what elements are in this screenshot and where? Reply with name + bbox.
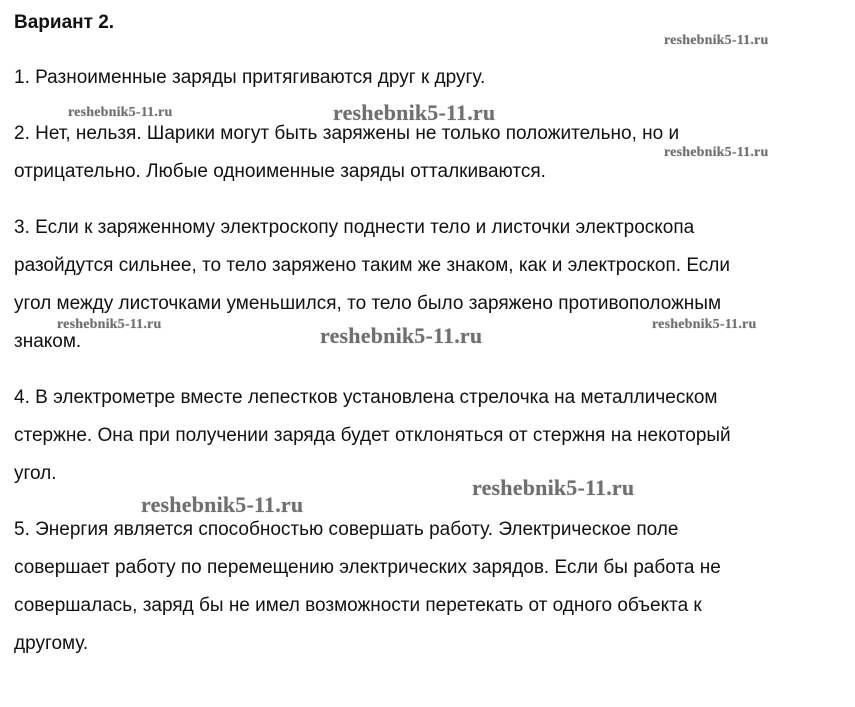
watermark: reshebnik5-11.ru <box>68 105 173 120</box>
answer-3-line-2: разойдутся сильнее, то тело заряжено таким же знаком, как и электроскоп. Если <box>14 255 730 276</box>
watermark: reshebnik5-11.ru <box>472 475 635 500</box>
watermark: reshebnik5-11.ru <box>320 323 483 348</box>
answer-4-line-3: угол. <box>14 463 57 484</box>
watermark: reshebnik5-11.ru <box>664 145 769 160</box>
watermark: reshebnik5-11.ru <box>652 317 757 332</box>
watermark: reshebnik5-11.ru <box>664 33 769 48</box>
answer-5-line-3: совершалась, заряд бы не имел возможности перетекать от одного объекта к <box>14 595 702 616</box>
watermark: reshebnik5-11.ru <box>333 100 496 125</box>
answer-5-line-2: совершает работу по перемещению электрических зарядов. Если бы работа не <box>14 557 721 578</box>
answer-5-line-4: другому. <box>14 633 89 654</box>
answer-2-line-2: отрицательно. Любые одноименные заряды отталкиваются. <box>14 161 546 182</box>
watermark: reshebnik5-11.ru <box>141 492 304 517</box>
answer-2-line-1: 2. Нет, нельзя. Шарики могут быть заряжены не только положительно, но и <box>14 123 680 144</box>
answer-4-line-2: стержне. Она при получении заряда будет отклоняться от стержня на некоторый <box>14 425 731 446</box>
answer-3-line-1: 3. Если к заряженному электроскопу поднести тело и листочки электроскопа <box>14 217 695 238</box>
answer-5-line-1: 5. Энергия является способностью совершать работу. Электрическое поле <box>14 519 679 540</box>
answer-1-line-1: 1. Разноименные заряды притягиваются друг к другу. <box>14 67 486 88</box>
page-title: Вариант 2. <box>14 12 115 33</box>
answer-4-line-1: 4. В электрометре вместе лепестков установлена стрелочка на металлическом <box>14 387 718 408</box>
answer-3-line-4: знаком. <box>14 331 82 352</box>
watermark: reshebnik5-11.ru <box>57 317 162 332</box>
answer-3-line-3: угол между листочками уменьшился, то тело было заряжено противоположным <box>14 293 722 314</box>
